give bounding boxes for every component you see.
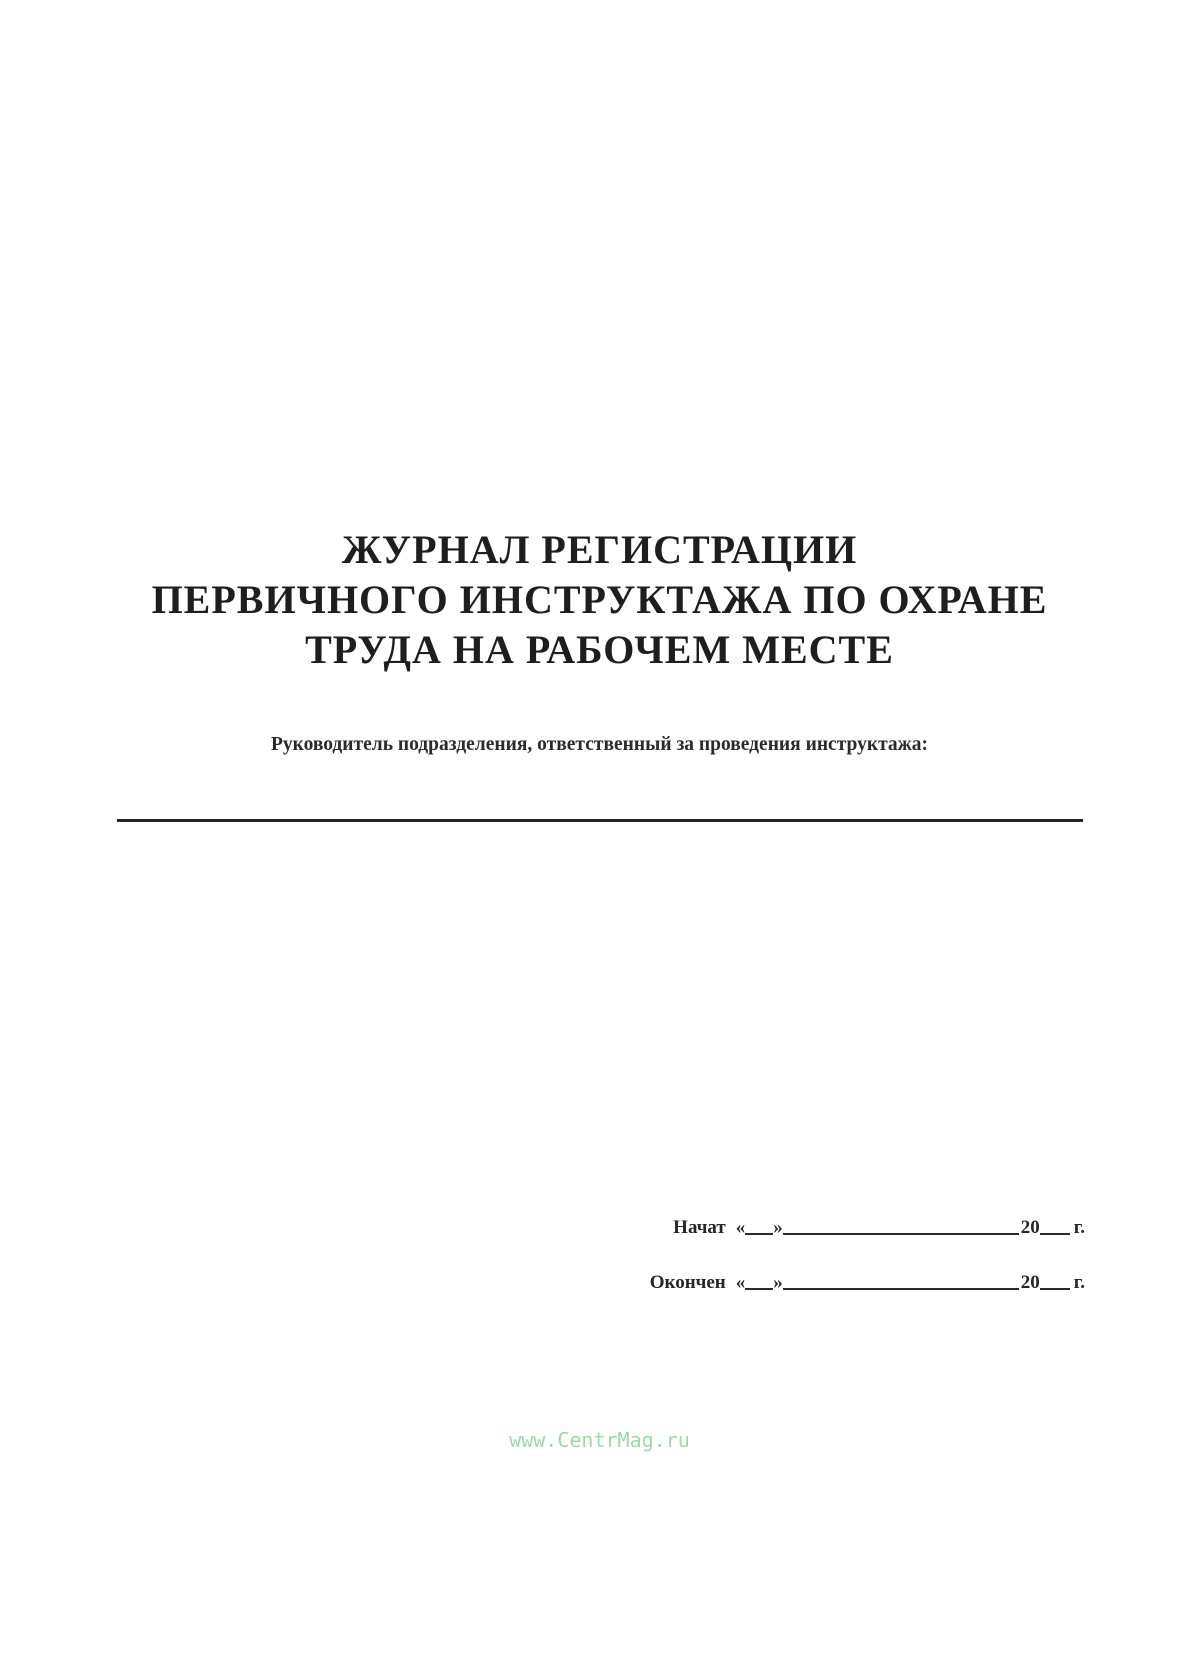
start-month-blank <box>783 1215 1019 1235</box>
end-close-quote: » <box>773 1272 783 1293</box>
end-open-quote: « <box>735 1272 746 1293</box>
title-line-3: ТРУДА НА РАБОЧЕМ МЕСТЕ <box>305 627 894 672</box>
journal-title <box>0 525 1199 675</box>
start-year-blank <box>1040 1215 1070 1235</box>
responsible-person-blank-line <box>117 819 1083 822</box>
end-year-suffix: г. <box>1073 1272 1085 1293</box>
start-date-label: Начат <box>673 1217 726 1238</box>
end-year-blank <box>1040 1270 1070 1290</box>
start-year-suffix: г. <box>1073 1217 1085 1238</box>
start-year-prefix: 20 <box>1020 1217 1040 1238</box>
responsible-person-label: Руководитель подразделения, ответственный за проведения инструктажа: <box>270 734 929 755</box>
start-close-quote: » <box>773 1217 783 1238</box>
end-year-prefix: 20 <box>1020 1272 1040 1293</box>
end-date-row <box>565 1264 1085 1294</box>
end-month-blank <box>783 1270 1019 1290</box>
start-open-quote: « <box>735 1217 746 1238</box>
end-date-label: Окончен <box>649 1272 726 1293</box>
watermark-text: www.CentrMag.ru <box>509 1428 690 1452</box>
title-line-1: ЖУРНАЛ РЕГИСТРАЦИИ <box>341 527 858 572</box>
start-day-blank <box>745 1215 773 1235</box>
end-day-blank <box>745 1270 773 1290</box>
start-date-row <box>565 1209 1085 1239</box>
title-line-2: ПЕРВИЧНОГО ИНСТРУКТАЖА ПО ОХРАНЕ <box>151 577 1048 622</box>
